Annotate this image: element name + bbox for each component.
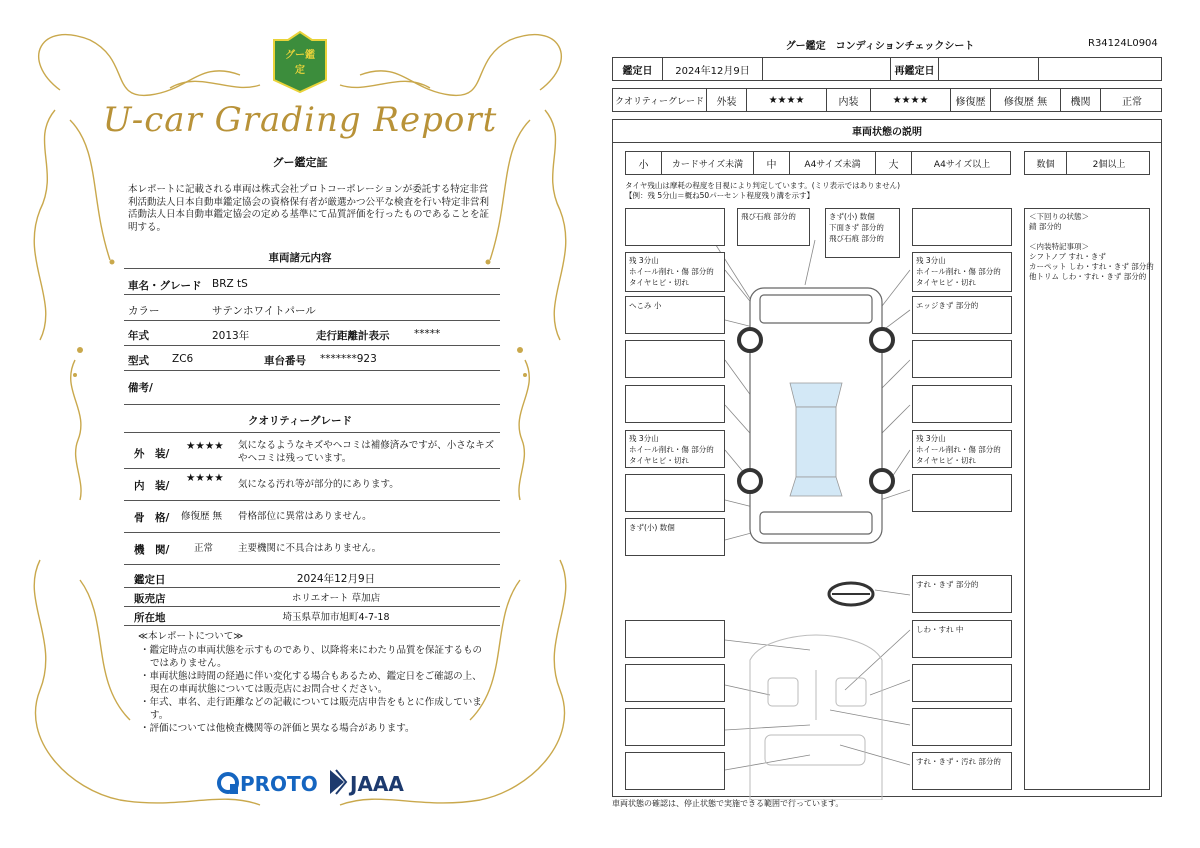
count-legend <box>1024 151 1150 175</box>
car-name-label: 車名・グレード <box>128 280 202 292</box>
model-label: 型式 <box>128 355 149 367</box>
exterior-label: 外 装/ <box>134 448 170 460</box>
proto-logo-icon <box>216 770 240 796</box>
chassis-value: *******923 <box>320 353 377 365</box>
qg-label: クオリティーグレード <box>613 89 707 111</box>
side-notes: ＜下回りの状態＞ 錆 部分的 ＜内装特記事項＞ シフトノブ すれ・きず カーペット しわ・すれ・きず 部分的 他トリム しわ・すれ・きず 部分的 <box>1029 212 1154 281</box>
count-label: 数個 <box>1025 152 1067 174</box>
certificate-heading: グー鑑定証 <box>272 156 328 169</box>
engine-value: 正常 <box>194 543 214 554</box>
note-front-right: きず(小) 数個 下面きず 部分的 飛び石痕 部分的 <box>829 212 884 243</box>
address-label: 所在地 <box>134 612 166 624</box>
size-large-desc: A4サイズ以上 <box>933 159 991 170</box>
note-rear-seat: すれ・きず・汚れ 部分的 <box>916 757 1001 766</box>
size-mid-desc: A4サイズ未満 <box>790 152 876 174</box>
exterior-text: 気になるようなキズやヘコミは補修済みですが、小さなキズやヘコミは残っています。 <box>238 440 495 464</box>
repair-value: 修復歴 無 <box>991 89 1061 111</box>
about-item: ・年式、車名、走行距離などの記載については販売店申告をもとに作成しています。 <box>140 697 482 721</box>
mileage-value: ***** <box>414 328 441 340</box>
jaaa-logo-text: JAAA <box>350 772 404 796</box>
frame-value: 修復歴 無 <box>181 511 223 522</box>
frame-text: 骨格部位に異常はありません。 <box>238 511 372 522</box>
note-tire-front-right: 残 3分山 ホイール削れ・傷 部分的 タイヤヒビ・切れ <box>916 256 1001 287</box>
grade-heading: クオリティーグレード <box>248 415 352 427</box>
script-title: U-car Grading Report <box>102 100 498 140</box>
exterior-stars: ★★★★ <box>186 440 224 452</box>
engine-label: 機関 <box>1061 89 1101 111</box>
note-tire-rear-right: 残 3分山 ホイール削れ・傷 部分的 タイヤヒビ・切れ <box>916 434 1001 465</box>
about-item: ・評価については他検査機関等の評価と異なる場合があります。 <box>140 723 415 734</box>
note-edge: エッジきず 部分的 <box>916 301 979 310</box>
jaaa-logo-icon <box>326 768 348 796</box>
model-value: ZC6 <box>172 353 194 365</box>
date-label: 鑑定日 <box>134 574 166 586</box>
spec-heading: 車両諸元内容 <box>268 252 332 264</box>
count-desc: 2個以上 <box>1092 159 1126 170</box>
shop-value: ホリエオート 草加店 <box>291 593 381 604</box>
repair-label: 修復歴 <box>951 89 991 111</box>
note-tire-rear-left: 残 3分山 ホイール削れ・傷 部分的 タイヤヒビ・切れ <box>629 434 714 465</box>
about-item: ・鑑定時点の車両状態を示すものであり、以降将来にわたり品質を保証するものではありません。 <box>140 645 483 669</box>
tire-example: 【例：残 5分山＝概ね50パーセント程度残り溝を示す】 <box>625 191 815 200</box>
note-dent: へこみ 小 <box>629 301 662 310</box>
proto-logo-text: PROTO <box>240 772 318 796</box>
certificate-intro: 本レポートに記載される車両は株式会社プロトコーポレーションが委託する特定非営利活動法人日本自動車鑑定協会の資格保有者が厳選かつ公平な検査を行い特定非営利活動法人日本自動車鑑定協会の定める基準にて品質評価を行ったものであることを証明する。 <box>128 184 490 233</box>
year-label: 年式 <box>128 330 149 342</box>
goo-badge-text: グー鑑定 <box>285 50 315 76</box>
size-large-label: 大 <box>876 152 912 174</box>
date-label: 鑑定日 <box>613 58 663 80</box>
size-small-desc: カードサイズ未満 <box>662 152 754 174</box>
remarks-label: 備考/ <box>128 382 153 394</box>
color-label: カラー <box>128 305 160 317</box>
address-value: 埼玉県草加市旭町4-7-18 <box>282 612 390 623</box>
year-value: 2013年 <box>212 330 250 342</box>
size-small-label: 小 <box>626 152 662 174</box>
chassis-label: 車台番号 <box>264 355 306 367</box>
grade-row <box>612 88 1162 112</box>
tire-note: タイヤ残山は摩耗の程度を目視により判定しています。(ミリ表示ではありません) <box>625 181 901 190</box>
color-value: サテンホワイトパール <box>212 305 316 317</box>
date-value: 2024年12月9日 <box>663 58 763 80</box>
ext-stars: ★★★★ <box>747 89 827 111</box>
size-mid-label: 中 <box>754 152 790 174</box>
sheet-footer: 車両状態の確認は、停止状態で実施できる範囲で行っています。 <box>612 799 844 808</box>
interior-label: 内 装/ <box>134 480 170 492</box>
engine-label: 機 関/ <box>134 544 170 556</box>
redate-label: 再鑑定日 <box>891 58 939 80</box>
note-steering: すれ・きず 部分的 <box>916 580 979 589</box>
about-item: ・車両状態は時間の経過に伴い変化する場合もあるため、鑑定日をご確認の上、現在の車両状態については販売店にお問合せください。 <box>140 671 482 695</box>
int-label: 内装 <box>827 89 871 111</box>
engine-value: 正常 <box>1122 96 1142 108</box>
note-front-left: 飛び石痕 部分的 <box>741 212 796 221</box>
date-value: 2024年12月9日 <box>296 573 376 585</box>
date-row <box>612 57 1162 81</box>
frame-label: 骨 格/ <box>134 512 170 524</box>
ext-label: 外装 <box>707 89 747 111</box>
car-name-value: BRZ tS <box>212 278 248 290</box>
condition-check-sheet <box>600 0 1200 848</box>
interior-text: 気になる汚れ等が部分的にあります。 <box>238 479 399 490</box>
note-tire-front-left: 残 3分山 ホイール削れ・傷 部分的 タイヤヒビ・切れ <box>629 256 714 287</box>
note-seat: しわ・すれ 中 <box>916 625 964 634</box>
report-id: R34124L0904 <box>1088 38 1158 49</box>
note-rear: きず(小) 数個 <box>629 523 675 532</box>
about-heading: ≪本レポートについて≫ <box>138 631 244 642</box>
int-stars: ★★★★ <box>871 89 951 111</box>
shop-label: 販売店 <box>134 593 166 605</box>
engine-text: 主要機関に不具合はありません。 <box>238 543 382 554</box>
sheet-title: グー鑑定 コンディションチェックシート <box>785 41 975 52</box>
mileage-label: 走行距離計表示 <box>316 330 390 342</box>
interior-stars: ★★★★ <box>186 472 224 484</box>
size-legend <box>625 151 1011 175</box>
condition-heading: 車両状態の説明 <box>612 119 1162 143</box>
